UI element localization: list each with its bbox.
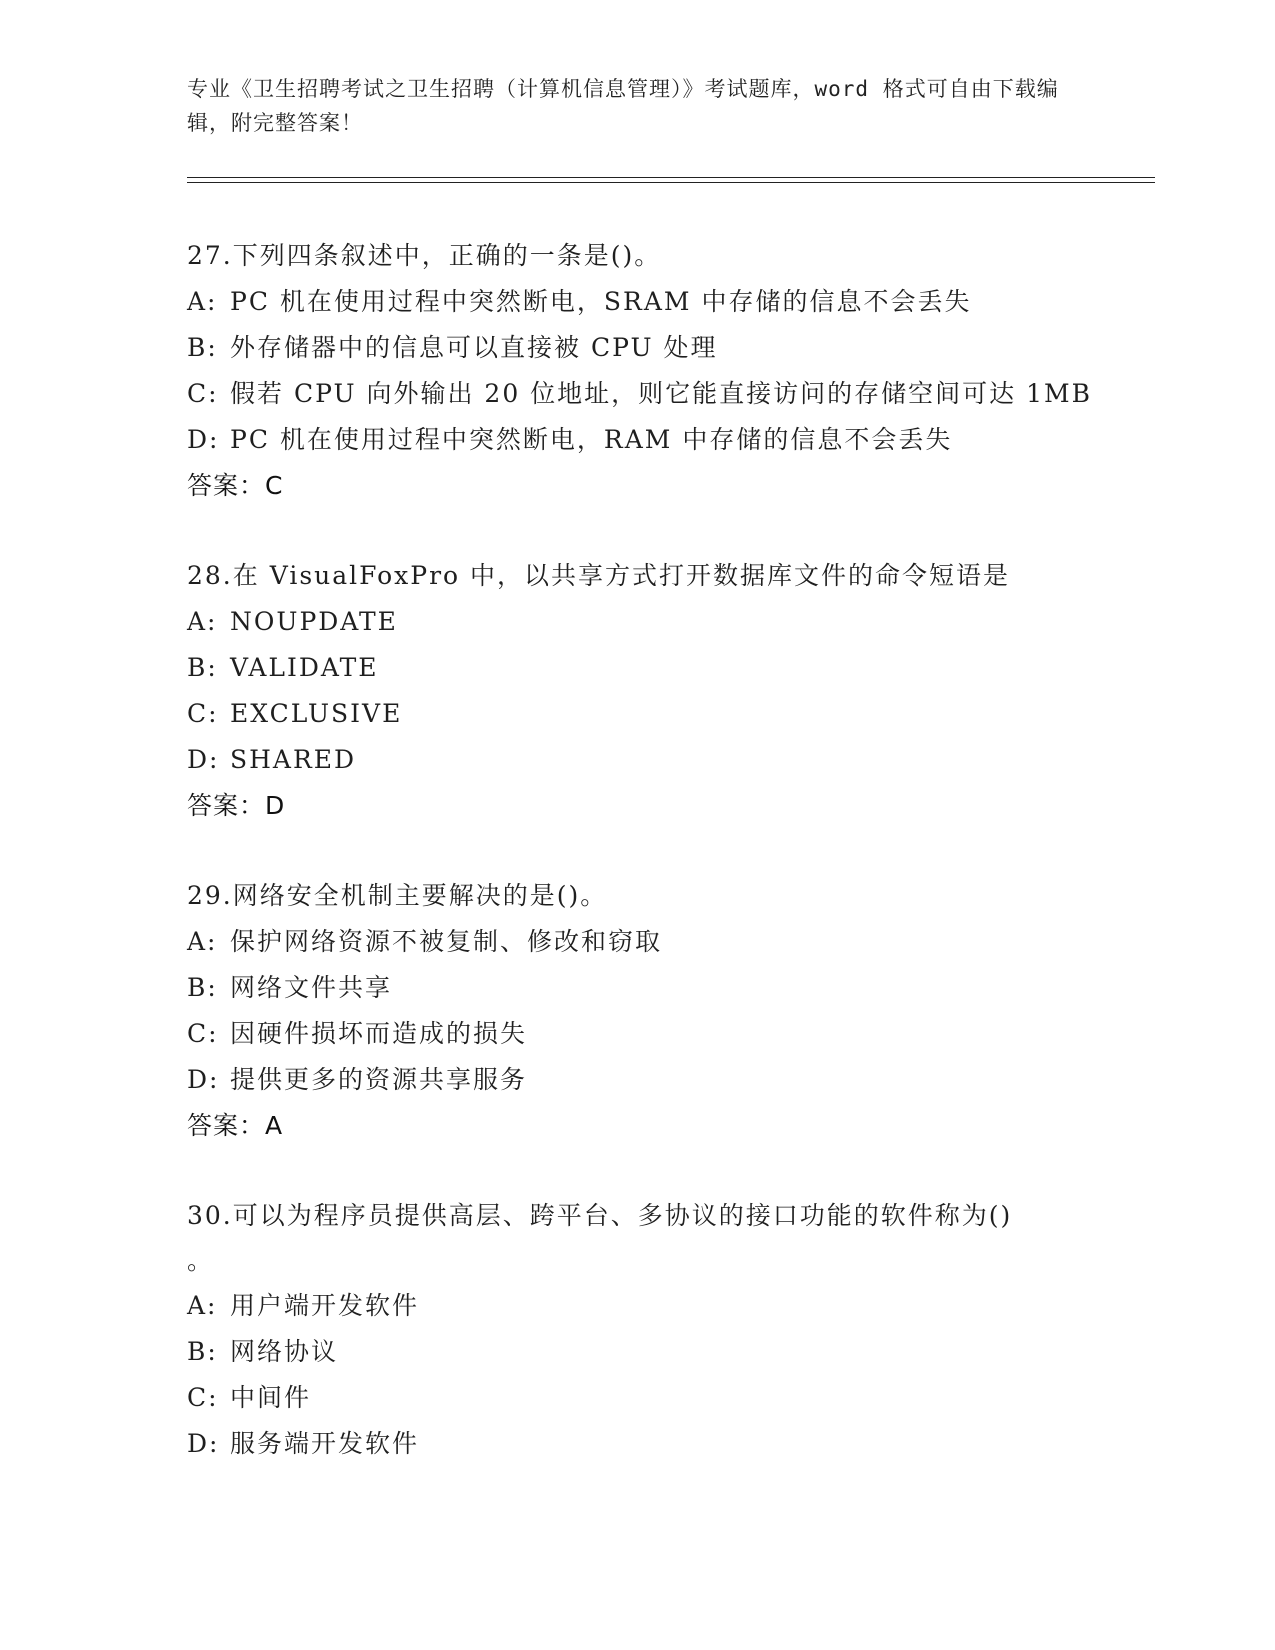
option-b [187,645,1087,691]
question-stem: 30.可以为程序员提供高层、跨平台、多协议的接口功能的软件称为() [187,1201,1013,1230]
option-d [187,1057,1087,1103]
option-a [187,279,1087,325]
option-letter: A: [187,607,218,636]
option-text: PC 机在使用过程中突然断电，RAM 中存储的信息不会丢失 [230,425,953,454]
option-letter: C: [187,379,219,408]
answer-line: 答案：D [187,791,286,820]
option-text: VALIDATE [230,653,379,682]
option-text: NOUPDATE [230,607,398,636]
option-a [187,599,1087,645]
option-text: PC 机在使用过程中突然断电，SRAM 中存储的信息不会丢失 [230,287,972,316]
header-divider-bottom [187,182,1155,183]
option-c [187,691,1087,737]
option-c [187,371,1093,417]
option-b [187,1329,1087,1375]
question-27 [187,233,1093,509]
answer-line: 答案：C [187,471,284,500]
question-stem-continuation: 。 [187,1246,215,1275]
option-letter: A: [187,927,218,956]
option-b [187,965,1087,1011]
option-letter: B: [187,333,218,362]
option-c [187,1011,1087,1057]
option-a [187,1283,1087,1329]
option-letter: B: [187,653,218,682]
question-29 [187,873,1087,1149]
option-text: 中间件 [230,1383,312,1412]
option-text: EXCLUSIVE [230,699,403,728]
option-letter: C: [187,699,219,728]
question-stem: 29.网络安全机制主要解决的是()。 [187,881,608,910]
option-letter: B: [187,973,218,1002]
option-text: 服务端开发软件 [230,1429,420,1458]
question-stem: 28.在 VisualFoxPro 中，以共享方式打开数据库文件的命令短语是 [187,561,1011,590]
option-text: 保护网络资源不被复制、修改和窃取 [230,927,663,956]
option-text: 提供更多的资源共享服务 [230,1065,528,1094]
option-letter: A: [187,287,218,316]
option-text: SHARED [230,745,357,774]
option-letter: B: [187,1337,218,1366]
option-letter: A: [187,1291,218,1320]
question-stem: 27.下列四条叙述中，正确的一条是()。 [187,241,662,270]
option-text: 网络文件共享 [230,973,393,1002]
option-text: 因硬件损坏而造成的损失 [230,1019,528,1048]
option-d [187,737,1087,783]
option-a [187,919,1087,965]
option-letter: C: [187,1019,219,1048]
option-letter: D: [187,1065,220,1094]
option-text: 假若 CPU 向外输出 20 位地址，则它能直接访问的存储空间可达 1MB [230,379,1093,408]
option-d [187,1421,1087,1467]
option-text: 用户端开发软件 [230,1291,420,1320]
option-text: 外存储器中的信息可以直接被 CPU 处理 [230,333,718,362]
option-letter: D: [187,745,220,774]
option-letter: D: [187,1429,220,1458]
option-text: 网络协议 [230,1337,339,1366]
question-30 [187,1193,1087,1467]
option-d [187,417,1087,463]
option-letter: C: [187,1383,219,1412]
question-28 [187,553,1087,829]
header-divider-top [187,177,1155,178]
answer-line: 答案：A [187,1111,284,1140]
option-b [187,325,1087,371]
document-intro: 专业《卫生招聘考试之卫生招聘（计算机信息管理）》考试题库，word 格式可自由下载编辑，附完整答案！ [187,77,1059,135]
option-c [187,1375,1087,1421]
option-letter: D: [187,425,220,454]
